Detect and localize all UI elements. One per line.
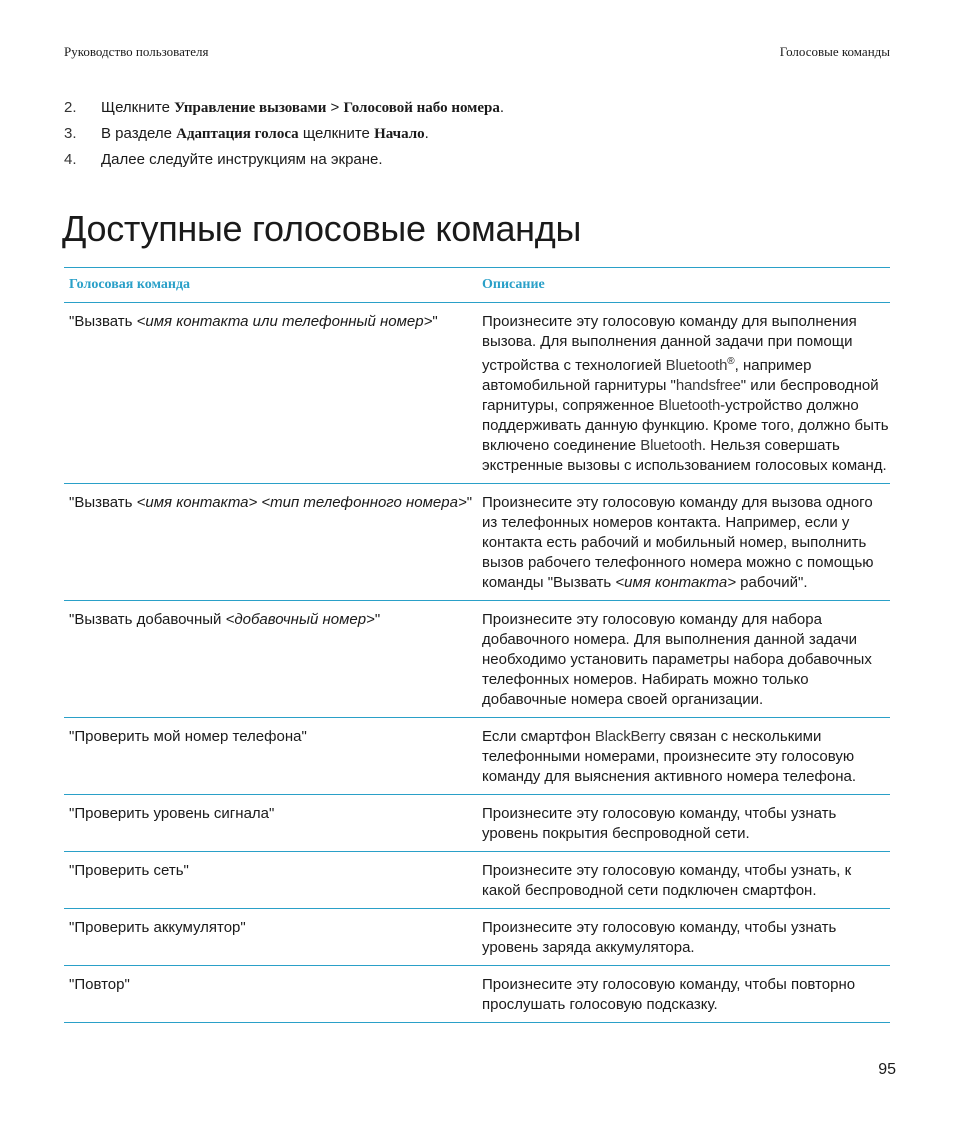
text-run: Далее следуйте инструкциям на экране.	[101, 151, 383, 168]
text-run: "	[432, 313, 438, 330]
step-text	[101, 98, 504, 118]
table-row	[64, 795, 890, 852]
text-run: Щелкните	[101, 99, 175, 116]
text-run: >	[326, 99, 344, 116]
command-cell	[64, 975, 477, 1015]
running-header-left: Руководство пользователя	[64, 44, 209, 59]
command-cell	[64, 918, 477, 958]
description-cell	[477, 975, 890, 1015]
text-run: "Вызвать	[69, 313, 137, 330]
column-header-description: Описание	[482, 277, 545, 292]
text-run: <имя контакта или телефонный номер>	[136, 313, 433, 330]
text-run: Голосовой набо номера	[343, 100, 500, 116]
description-cell	[477, 861, 890, 901]
text-run: Произнесите эту голосовую команду для набора добавочного номера. Для выполнения данной задачи необходимо установить параметры набора добавочных телефонных номеров. Набирать можно только добавочные номера своей организации.	[482, 611, 872, 708]
text-run: "Повтор"	[69, 976, 130, 993]
command-cell	[64, 493, 477, 593]
table-row	[64, 909, 890, 966]
text-run: рабочий".	[735, 574, 808, 591]
text-run: " или беспроводной гарнитуры, сопряженное	[482, 377, 879, 414]
section-title: Доступные голосовые команды	[62, 208, 582, 249]
text-run: Произнесите эту голосовую команду, чтобы узнать уровень заряда аккумулятора.	[482, 919, 837, 956]
description-cell	[477, 610, 890, 710]
text-run: "Проверить сеть"	[69, 862, 189, 879]
text-run: Если смартфон	[482, 728, 595, 745]
text-run: Произнесите эту голосовую команду, чтобы узнать уровень покрытия беспроводной сети.	[482, 805, 837, 842]
description-cell	[477, 804, 890, 844]
text-run: Bluetooth	[640, 437, 702, 454]
step-item	[64, 150, 894, 170]
text-run: "Вызвать добавочный	[69, 611, 226, 628]
text-run: <имя контакта> <тип телефонного номера>	[136, 494, 467, 511]
text-run: Bluetooth	[665, 357, 728, 374]
text-run: Произнесите эту голосовую команду для выполнения вызова. Для выполнения данной задачи при помощи устройства с технологией	[482, 313, 857, 374]
step-text	[101, 124, 429, 144]
text-run: Произнесите эту голосовую команду для вызова одного из телефонных номеров контакта. Например, если у контакта есть рабочий и мобильный номер, выполнить вызов рабочего телефонного номера можно с помощью команды "Вызвать	[482, 494, 874, 591]
table-row	[64, 718, 890, 795]
command-cell	[64, 312, 477, 476]
table-row	[64, 303, 890, 484]
description-cell	[477, 493, 890, 593]
table-row	[64, 852, 890, 909]
running-header-right: Голосовые команды	[779, 44, 890, 59]
text-run: "Проверить мой номер телефона"	[69, 728, 307, 745]
description-cell	[477, 312, 890, 476]
text-run: "	[374, 611, 381, 628]
text-run: "Вызвать	[69, 494, 137, 511]
command-cell	[64, 861, 477, 901]
text-run: Произнесите эту голосовую команду, чтобы узнать, к какой беспроводной сети подключен смартфон.	[482, 862, 852, 899]
text-run: .	[424, 125, 429, 142]
text-run: <добавочный номер>	[225, 611, 375, 628]
step-number: 4.	[64, 151, 77, 168]
text-run: handsfree	[675, 377, 741, 394]
step-text	[101, 150, 383, 170]
text-run: ®	[727, 356, 735, 367]
text-run: <имя контакта>	[615, 574, 736, 591]
table-body	[64, 303, 890, 1023]
step-number: 2.	[64, 99, 77, 116]
text-run: .	[499, 99, 505, 116]
table-header-row	[64, 268, 890, 303]
text-run: -устройство должно поддерживать данную функцию. Кроме того, должно быть включено соединение	[482, 397, 889, 454]
text-run: Адаптация голоса	[176, 126, 299, 142]
table-row	[64, 966, 890, 1023]
command-cell	[64, 804, 477, 844]
step-item	[64, 98, 894, 118]
text-run: "Проверить уровень сигнала"	[69, 805, 275, 822]
text-run: . Нельзя совершать экстренные вызовы с использованием голосовых команд.	[482, 437, 887, 474]
voice-commands-table	[64, 267, 890, 1023]
step-number: 3.	[64, 125, 77, 142]
step-item	[64, 124, 894, 144]
text-run: В разделе	[101, 125, 177, 142]
text-run: Управление вызовами	[174, 100, 327, 116]
text-run: Начало	[374, 126, 425, 142]
table-row	[64, 601, 890, 718]
description-cell	[477, 918, 890, 958]
text-run: "	[466, 494, 473, 511]
text-run: Произнесите эту голосовую команду, чтобы повторно прослушать голосовую подсказку.	[482, 976, 856, 1013]
text-run: щелкните	[298, 125, 375, 142]
text-run: "Проверить аккумулятор"	[69, 919, 246, 936]
column-header-command: Голосовая команда	[69, 277, 191, 292]
text-run: , например автомобильной гарнитуры "	[482, 357, 812, 394]
text-run: Bluetooth	[658, 397, 721, 414]
table-row	[64, 484, 890, 601]
steps-list	[64, 98, 894, 176]
text-run: связан с несколькими телефонными номерами, произнесите эту голосовую команду для выяснения активного номера телефона.	[482, 728, 856, 785]
page-number: 95	[878, 1061, 896, 1078]
command-cell	[64, 727, 477, 787]
command-cell	[64, 610, 477, 710]
description-cell	[477, 727, 890, 787]
text-run: BlackBerry	[594, 728, 666, 745]
